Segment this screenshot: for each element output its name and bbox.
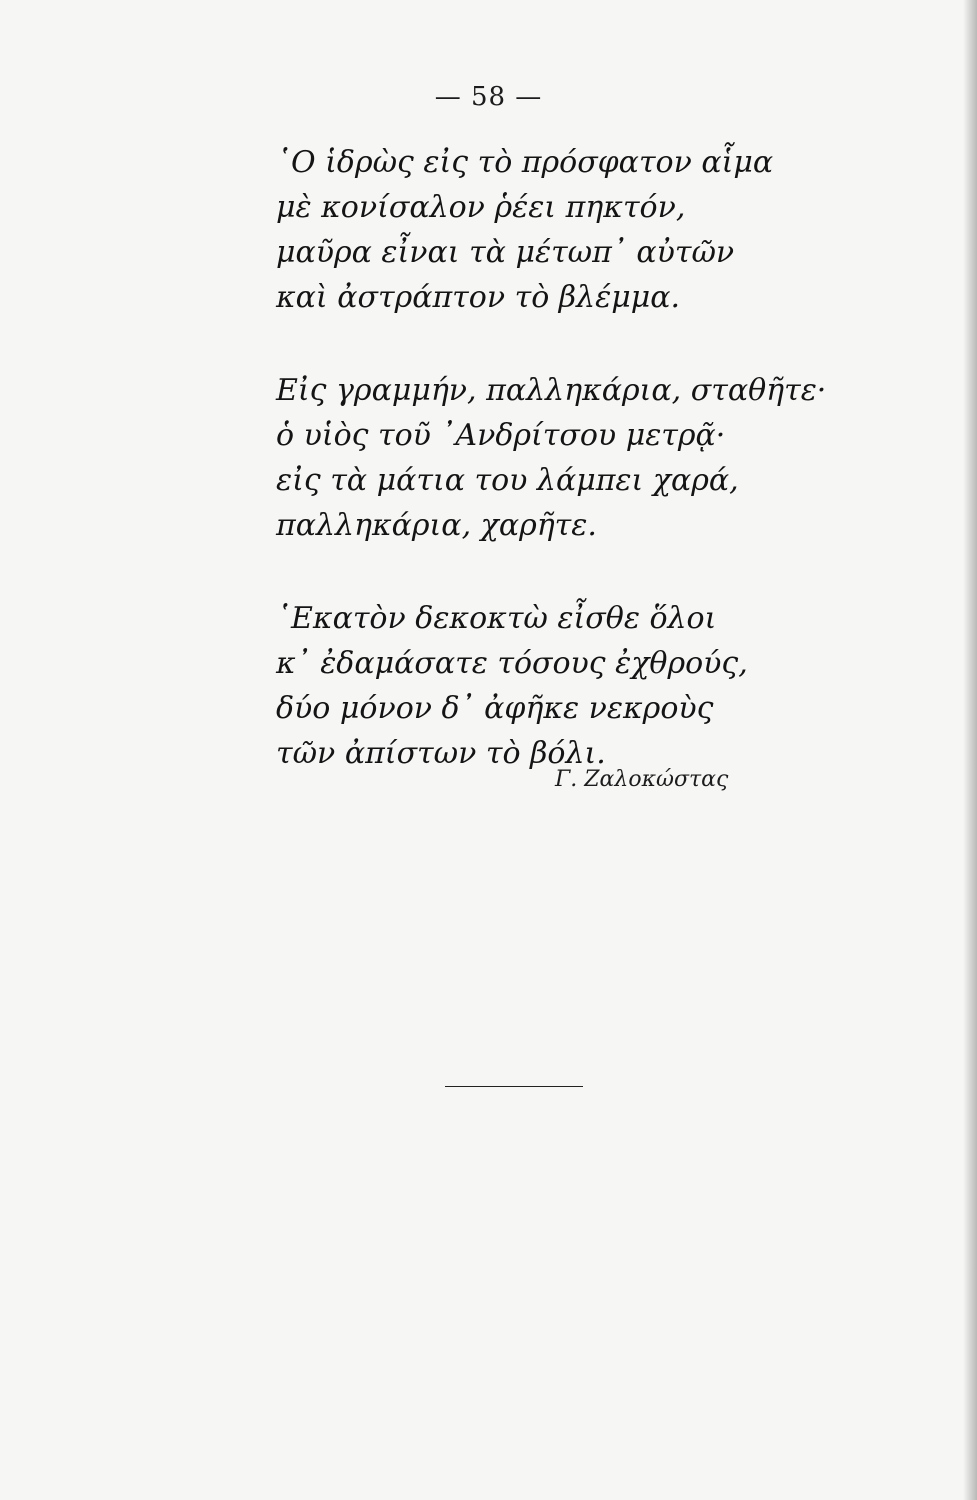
poem-line: Εἰς γραμμήν, παλληκάρια, σταθῆτε· xyxy=(276,373,827,408)
poem-line: κ᾽ ἐδαμάσατε τόσους ἐχθρούς, xyxy=(276,646,748,681)
poem-line: καὶ ἀστράπτον τὸ βλέμμα. xyxy=(276,280,681,315)
poem-line: ῾Εκατὸν δεκοκτὼ εἶσθε ὅλοι xyxy=(276,601,717,636)
poem-line: εἰς τὰ μάτια του λάμπει χαρά, xyxy=(276,463,739,498)
stanza-1 xyxy=(276,140,796,320)
poem-line: τῶν ἀπίστων τὸ βόλι. xyxy=(276,736,606,771)
poem-line: ῾Ο ἱδρὼς εἰς τὸ πρόσφατον αἷμα xyxy=(276,145,774,180)
author-signature: Γ. Ζαλοκώστας xyxy=(555,767,729,792)
poem-line: ὁ υἱὸς τοῦ ᾽Ανδρίτσου μετρᾷ· xyxy=(276,418,726,453)
page-edge-shadow xyxy=(963,0,977,1500)
poem xyxy=(276,140,827,824)
stanza-2 xyxy=(276,368,827,548)
poem-line: παλληκάρια, χαρῆτε. xyxy=(276,508,597,543)
poem-line: μαῦρα εἶναι τὰ μέτωπ᾽ αὐτῶν xyxy=(276,235,735,270)
page-number: — 58 — xyxy=(434,82,543,112)
poem-line: δύο μόνον δ᾽ ἀφῆκε νεκροὺς xyxy=(276,691,714,726)
poem-line: μὲ κονίσαλον ῥέει πηκτόν, xyxy=(276,190,686,225)
section-divider xyxy=(445,1086,583,1087)
stanza-3 xyxy=(276,596,796,776)
